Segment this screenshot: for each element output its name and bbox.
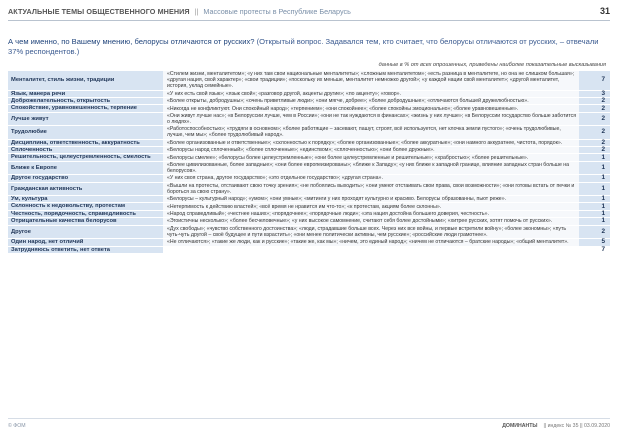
table-row [8,105,610,111]
quotes-cell: «Работоспособностью»; «трудяги в основном»; «более работящие – засевают, пашут, строят, всё используется, нет клочка земли пустого»; «очень трудолюбивые, лучше, чем мы»; «более трудолюбивый народ». [163,126,579,138]
category-label: Другое [8,226,163,238]
quotes-cell: «У них есть свой язык»; «язык свой»; «разговор другой, акценты другие»; «по акценту»; «говор». [163,91,579,97]
table-row [8,211,610,217]
page-footer [8,421,610,431]
question-text: А чем именно, по Вашему мнению, белорусы отличаются от русских? [8,37,255,46]
percent-value: 2 [579,113,610,125]
category-label: Доброжелательность, открытость [8,98,163,104]
quotes-cell: «Эгоистичны несколько»; «более бесчеловечные»; «у них высокое самомнение, считают себя более достойными»; «хитрее русских, хотят помочь от русских». [163,218,579,224]
category-label: Сплоченность [8,147,163,153]
category-label: Менталитет, стиль жизни, традиции [8,71,163,90]
table-row [8,218,610,224]
percent-value: 2 [579,98,610,104]
percent-value: 2 [579,105,610,111]
category-label: Ближе к Европе [8,162,163,174]
percent-value: 2 [579,126,610,138]
topic-title: Массовые протесты в Республике Беларусь [203,6,351,16]
percent-value: 1 [579,162,610,174]
percent-value: 1 [579,203,610,209]
category-label: Лучше живут [8,113,163,125]
percent-value: 1 [579,196,610,202]
category-label: Затрудняюсь ответить, нет ответа [8,247,163,253]
quotes-cell: «Более цивилизованные, более западные»; «они более европеизированы»; «ближе к Западу»; «у них ближе к западной границе, влияние западных стран больше на белорусов». [163,162,579,174]
table-row [8,226,610,238]
percent-value: 2 [579,147,610,153]
survey-question [8,37,606,57]
table-row [8,175,610,181]
page-header [8,3,610,19]
category-label: Честность, порядочность, справедливость [8,211,163,217]
category-label: Склонность к недовольству, протестам [8,203,163,209]
table-row [8,154,610,160]
quotes-cell: «Дух свободы»; «чувство собственного достоинства»; «люди, страдавшие больше всех. Через них все войны, и первые встретили войну»; «более экономны»; «путь чуть-чуть другой – своё будущее и пути взрастить»; «они менее политически активны, чем русские»; «российские люди грамотнее». [163,226,579,238]
table-row [8,126,610,138]
percent-value: 1 [579,183,610,195]
percent-value: 1 [579,175,610,181]
category-label: Спокойствие, уравновешенность, терпение [8,105,163,111]
category-label: Один народ, нет отличий [8,239,163,245]
quotes-cell: «Не отличаются»; «такие же люди, как и русские»; «такие же, как мы»; «ничем, это единый народ»; «ничем не отличаются – братские народы»; «общий менталитет». [163,239,579,245]
table-row [8,183,610,195]
table-row [8,203,610,209]
percent-value: 3 [579,91,610,97]
header-separator: || [194,6,199,16]
quotes-cell: «Белорусы – культурный народ»; «умом»; «они умные»; «митинги у них проходят культурно и красиво. Белорусы образованны, пьют реже». [163,196,579,202]
table-row [8,162,610,174]
table-row [8,71,610,90]
table-row [8,98,610,104]
quotes-cell: «Вышли на протесты, отстаивают свою точку зрения»; «не побоялись выходить»; «они умеют отстаивать свои права, свои возможности»; «они готовы встать от печки и бороться за свою страну». [163,183,579,195]
category-label: Решительность, целеустремленность, смелость [8,154,163,160]
category-label: Гражданская активность [8,183,163,195]
percent-value: 2 [579,226,610,238]
publication-name: ДОМИНАНТЫ [502,423,538,429]
quotes-cell: «Они живут лучше нас»; «в Белоруссии лучше, чем в России»; «они не так нуждаются в финансах»; «жизнь у них лучше»; «в Белоруссии государство больше заботится о людях». [163,113,579,125]
category-label: Другое государство [8,175,163,181]
category-label: Дисциплина, ответственность, аккуратность [8,140,163,146]
category-label: Трудолюбие [8,126,163,138]
quotes-cell: «Стилем жизни, менталитетом»; «у них там свои национальные менталитеты»; «сложным менталитетом»; «есть разница в менталитете, но она не слишком большая»; «другая нация, свой характер»; «свои традиции»; «поскольку их меньше, менталитет немножко другой»; «у каждой нации свой менталитет»; «другой менталитет, история, уклад семейные». [163,71,579,90]
page-number: 31 [599,6,610,16]
table-note: данные в % от всех опрошенных, приведены наиболее показательные высказывания [378,62,606,68]
quotes-cell: «Более организованные и ответственные»; «склонностью к порядку»; «более организованные»; «более аккуратные»; «они намного аккуратнее, чистота, порядок». [163,140,579,146]
percent-value: 7 [579,71,610,90]
table-row [8,147,610,153]
responses-table [8,70,610,254]
quotes-cell: «Белорусы смелее»; «белорусы более целеустремленные»; «они более целеустремленные и решительные»; «храбростью»; «более решительные». [163,154,579,160]
table-row [8,196,610,202]
publication-info [502,423,610,429]
percent-value: 7 [579,247,610,253]
question-note: (Открытый вопрос. Задавался тем, кто считает, что белорусы отличаются от русских, – отвечали 37% респондентов.) [8,37,599,56]
quotes-cell: «Никогда не конфликтуют. Они спокойный народ»; «терпением»; «они спокойнее»; «более спокойны эмоционально»; «более уравновешенные». [163,105,579,111]
quotes-cell: «Нетерпимость к действию властей»; «всё время не нравится им что-то»; «к протестам, акциям более склонны». [163,203,579,209]
quotes-cell: «Более открыты, добродушны»; «очень приветливые люди»; «они мягче, добрее»; «более добродушные»; «отличаются большей дружелюбностью». [163,98,579,104]
percent-value: 1 [579,154,610,160]
quotes-cell [163,247,579,253]
percent-value: 5 [579,239,610,245]
percent-value: 1 [579,211,610,217]
brand-label: © ФОМ [8,423,26,429]
percent-value: 2 [579,140,610,146]
table-row [8,140,610,146]
category-label: Отрицательные качества белорусов [8,218,163,224]
footer-divider [8,418,610,419]
table-row [8,247,610,253]
category-label: Язык, манера речи [8,91,163,97]
table-row [8,113,610,125]
quotes-cell: «У них своя страна, другое государство»; «это отдельное государство»; «другая страна». [163,175,579,181]
category-label: Ум, культура [8,196,163,202]
quotes-cell: «Народ справедливый»; «честнее наших»; «порядочнее»; «порядочные люди»; «эта нация достойна большего доверия, честность». [163,211,579,217]
percent-value: 1 [579,218,610,224]
rubric-title: АКТУАЛЬНЫЕ ТЕМЫ ОБЩЕСТВЕННОГО МНЕНИЯ [8,6,190,16]
table-row [8,91,610,97]
table-row [8,239,610,245]
header-divider [8,20,610,21]
quotes-cell: «Белорусы народ сплоченный»; «более сплоченные»; «единством»; «сплоченностью»; «они более дружные». [163,147,579,153]
issue-info: || индекс № 35 || 03.09.2020 [543,423,610,429]
